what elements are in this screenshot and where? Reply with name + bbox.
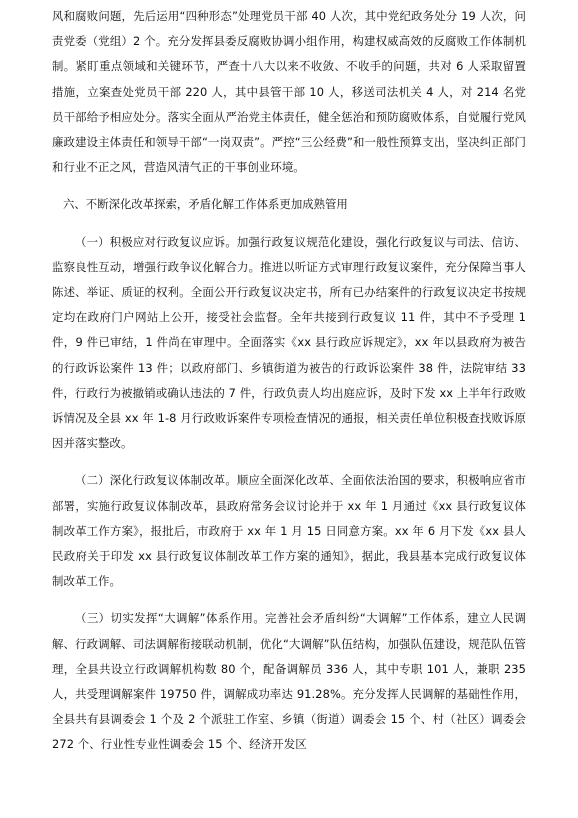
paragraph-administrative-review-response: （一）积极应对行政复议应诉。加强行政复议规范化建设，强化行政复议与司法、信访、监察良性互动，增强行政争议化解合力。推进以听证方式审理行政复议案件，充分保障当事人陈述、举证、质证的权利。全面公开行政复议决定书，所有已办结案件的行政复议决定书按规定均在政府门户网站上公开，接受社会监督。全年共接到行政复议 11 件，其中不予受理 1 件，9 件已审结，1 件尚在审理中。全面落实《xx 县行政应诉规定》，xx 年以县政府为被告的行政诉讼案件 13 件；以政府部门、乡镇街道为被告的行政诉讼案件 38 件，法院审结 33 件，行政行为被撤销或确认违法的 7 件，行政负责人均出庭应诉，及时下发 xx 上半年行政败诉情况及全县 xx 年 1-8 月行政败诉案件专项检查情况的通报，相关责任单位积极查找败诉原因并落实整改。 [52,234,526,451]
paragraph-review-system-reform: （二）深化行政复议体制改革。顺应全面深化改革、全面依法治国的要求，积极响应省市部署，实施行政复议体制改革，县政府常务会议讨论并于 xx 年 1 月通过《xx 县行政复议体制改革工作方案》，报批后，市政府于 xx 年 1 月 15 日同意方案。xx 年 6 月下发《xx 县人民政府关于印发 xx 县行政复议体制改革工作方案的通知》，据此，我县基本完成行政复议体制改革工作。 [52,473,526,589]
paragraph-mediation-system: （三）切实发挥“大调解”体系作用。完善社会矛盾纠纷“大调解”工作体系，建立人民调解、行政调解、司法调解衔接联动机制，优化“大调解”队伍结构，加强队伍建设，规范队伍管理，全县共设立行政调解机构数 80 个，配备调解员 336 人，其中专职 101 人，兼职 235 人，共受理调解案件 19750 件，调解成功率达 91.28%。充分发挥人民调解的基础性作用，全县共有县调委会 1 个及 2 个派驻工作室、乡镇（街道）调委会 15 个、村（社区）调委会 272 个、行业性专业性调委会 15 个、经济开发区 [52,611,526,752]
paragraph-gap [52,180,526,192]
paragraph-continued: 风和腐败问题，先后运用“四种形态”处理党员干部 40 人次，其中党纪政务处分 19 人次，问责党委（党组）2 个。充分发挥县委反腐败协调小组作用，构建权威高效的反腐败工作体制机制。紧盯重点领域和关键环节，严查十八大以来不收敛、不收手的问题，共对 6 人采取留置措施，立案查处党员干部 220 人，其中县管干部 10 人，移送司法机关 4 人，对 214 名党员干部给予相应处分。落实全面从严治党主体责任，健全惩治和预防腐败体系，自觉履行党风廉政建设主体责任和领导干部“一岗双责”。严控“三公经费”和一般性预算支出，坚决纠正部门和行业不正之风，营造风清气正的干事创业环境。 [52,9,526,175]
paragraph-gap [52,456,526,468]
section-heading: 六、不断深化改革探索，矛盾化解工作体系更加成熟管用 [63,197,348,212]
paragraph-gap [52,594,526,606]
paragraph-gap [52,218,526,230]
